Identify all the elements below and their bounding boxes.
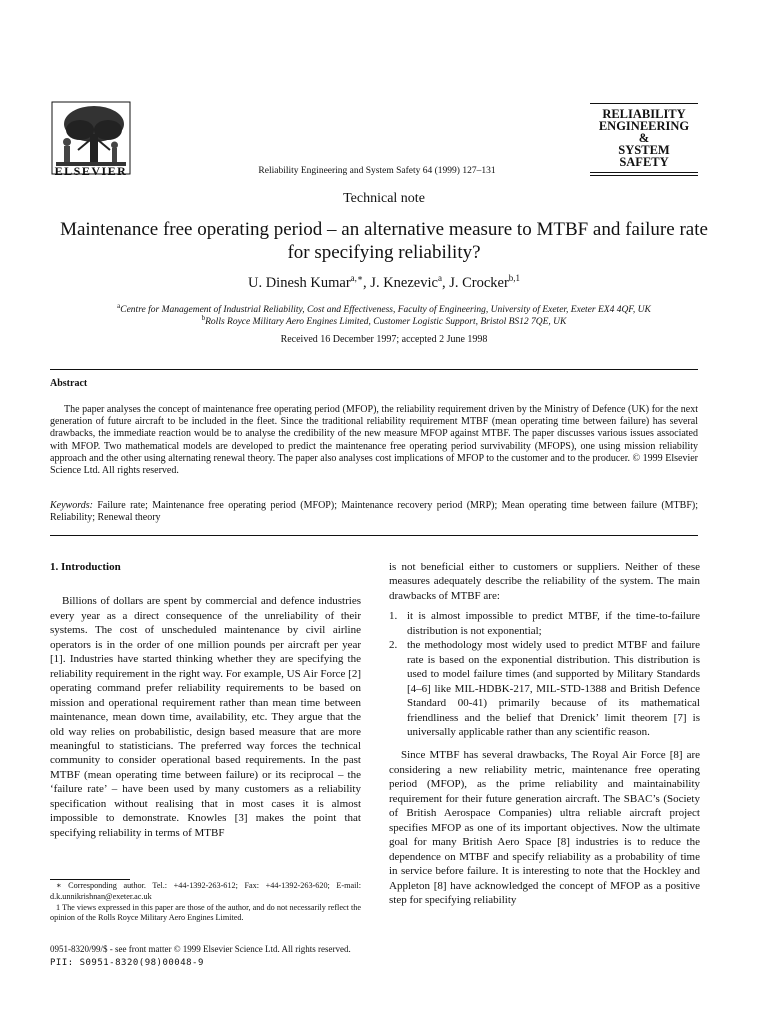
journal-title-rule-bottom (590, 172, 698, 173)
affiliation-text: Rolls Royce Military Aero Engines Limited, Customer Logistic Support, Bristol BS12 7QE, UK (205, 317, 567, 328)
list-item-number: 1. (389, 610, 398, 623)
journal-title-line: ENGINEERING (598, 119, 690, 133)
journal-title-rule-bottom-2 (590, 175, 698, 176)
keywords (50, 500, 698, 524)
author-name: U. Dinesh Kumar (247, 274, 351, 291)
abstract-rule-top (50, 369, 698, 370)
affiliation-mark: a (117, 302, 121, 310)
author-name: J. Crocker (449, 274, 509, 291)
article-type: Technical note (343, 191, 425, 206)
abstract-heading: Abstract (50, 378, 88, 389)
publisher-name: ELSEVIER (54, 164, 128, 178)
footnote: ∗ Corresponding author. Tel.: +44-1392-263-612; Fax: +44-1392-263-620; E-mail: d.k.unnikrishnan@exeter.ac.uk (50, 881, 361, 901)
pii-line: PII: S0951-8320(98)00048-9 (50, 958, 204, 968)
abstract-rule-bottom (50, 535, 698, 536)
body-paragraph: is not beneficial either to customers or suppliers. Neither of these measures adequately describe the reliability of the system. The main drawbacks of MTBF are: (389, 561, 700, 602)
footnote: 1 The views expressed in this paper are those of the author, and do not necessarily reflect the opinion of the Rolls Royce Military Aero Engines Limited. (50, 902, 361, 923)
affiliation (40, 314, 728, 327)
list-item (389, 638, 700, 739)
drawbacks-list (389, 609, 700, 739)
footnote-rule (50, 879, 130, 880)
journal-title-rule-top (590, 103, 698, 104)
list-item-text: the methodology most widely used to predict MTBF and failure rate is based on the exponential distribution. This distribution is used to model failure times (and supported by Military Standards [4–6] like MIL-HDBK-217, MIL-STD-1388 and British Defence Standard 00-41) primarily because of its mathematical friendliness and the belief that Drenick’ limit theorem [7] is universally applicable rather than any scientific reason. (407, 639, 700, 738)
author-list: U. Dinesh Kumar$^{a,∗}$, J. Knezevic$^a$, J. Crocker$^{b,1}$ (247, 273, 521, 291)
author-affiliation-mark: b,1 (508, 273, 521, 283)
right-column (389, 560, 700, 907)
body-paragraph: Since MTBF has several drawbacks, The Royal Air Force [8] are considering a new reliability metric, maintenance free operating period (MFOP), as the prime reliability and maintainability requirement for their future generation aircraft. The SBAC’s (Society of British Aerospace Companies) ultra reliable aircraft project specifies MFOP as one of its important objectives. Now the ultimate goal for many British Aero Space [8] industries is to reduce the dependence on MTBF and specify reliability as a probability of time in service before failure. It is interesting to note that the Hockley and Appleton [8] have acknowledged the concept of MFOP as a positive step for specifying reliability (389, 749, 700, 906)
journal-title-line: RELIABILITY (602, 107, 686, 121)
journal-title (590, 108, 698, 168)
section-heading: 1. Introduction (50, 561, 121, 573)
issn-line: 0951-8320/99/$ - see front matter © 1999 Elsevier Science Ltd. All rights reserved. (50, 944, 351, 954)
list-item-text: it is almost impossible to predict MTBF, if the time-to-failure distribution is not exponential; (407, 610, 700, 637)
affiliation-text: Centre for Management of Industrial Reliability, Cost and Effectiveness, Faculty of Engineering, University of Exeter, Exeter EX4 4QF, UK (120, 305, 651, 316)
list-item (389, 609, 700, 638)
body-paragraph: Billions of dollars are spent by commercial and defence industries every year as a direct consequence of the unreliability of their systems. The cost of unscheduled maintenance by civil airline operators is in the order of one million pounds per aircraft per year [1]. Industries have started thinking whether they are specifying the reliability requirement in the right way. For example, US Air Force [2] operating command prefer reliability requirements to be based on mission and operational requirement rather than mean time between maintenance, mean down time, availability, etc. They argue that the old way relies on probabilistic, design based measure that are more meaningful to statisticians. The preferred way forces the technical community to consider operational based requirements. In the past MTBF (mean operating time between failure) or its reciprocal – the ‘failure rate’ – have been used by many customers as a reliability specification without realising that in most cases it is almost impossible to demonstrate. Knowles [3] makes the point that specifying reliability in terms of MTBF (50, 595, 361, 839)
author-affiliation-mark: a,∗ (350, 273, 364, 283)
footnotes (50, 881, 361, 924)
abstract-text: The paper analyses the concept of maintenance free operating period (MFOP), the reliability requirement driven by the Ministry of Defence (UK) for the next generation of future aircraft to be included in the fleet. Since the traditional reliability requirement MTBF (mean operating time between failure) has several drawbacks, the immediate reaction would be to analyse the credibility of the new measure MFOP against MTBF. The paper discusses various issues associated with MFOP. Two mathematical models are developed to predict the maintenance free operating period survivability (MFOPS), one using mission reliability approach and the other using alternating renewal theory. The paper also analyses cost implications of MFOP to the customer and to the producer. © 1999 Elsevier Science Ltd. All rights reserved. (50, 404, 698, 477)
author-affiliation-mark: a (437, 273, 442, 283)
journal-citation: Reliability Engineering and System Safety 64 (1999) 127–131 (258, 166, 496, 176)
keywords-label: Keywords: (50, 500, 93, 511)
author-name: J. Knezevic (370, 274, 438, 291)
affiliation-mark: b (201, 314, 206, 322)
keywords-text: Failure rate; Maintenance free operating period (MFOP); Maintenance recovery period (MRP); Mean operating time between failure (MTBF); Reliability; Renewal theory (50, 500, 699, 524)
left-column (50, 560, 361, 840)
journal-title-line: SAFETY (619, 155, 669, 169)
article-title: Maintenance free operating period – an alternative measure to MTBF and failure rate for specifying reliability? (60, 219, 708, 263)
journal-title-line: SYSTEM (618, 143, 670, 157)
received-dates: Received 16 December 1997; accepted 2 June 1998 (280, 334, 488, 345)
journal-title-line: & (638, 131, 650, 145)
list-item-number: 2. (389, 639, 398, 652)
